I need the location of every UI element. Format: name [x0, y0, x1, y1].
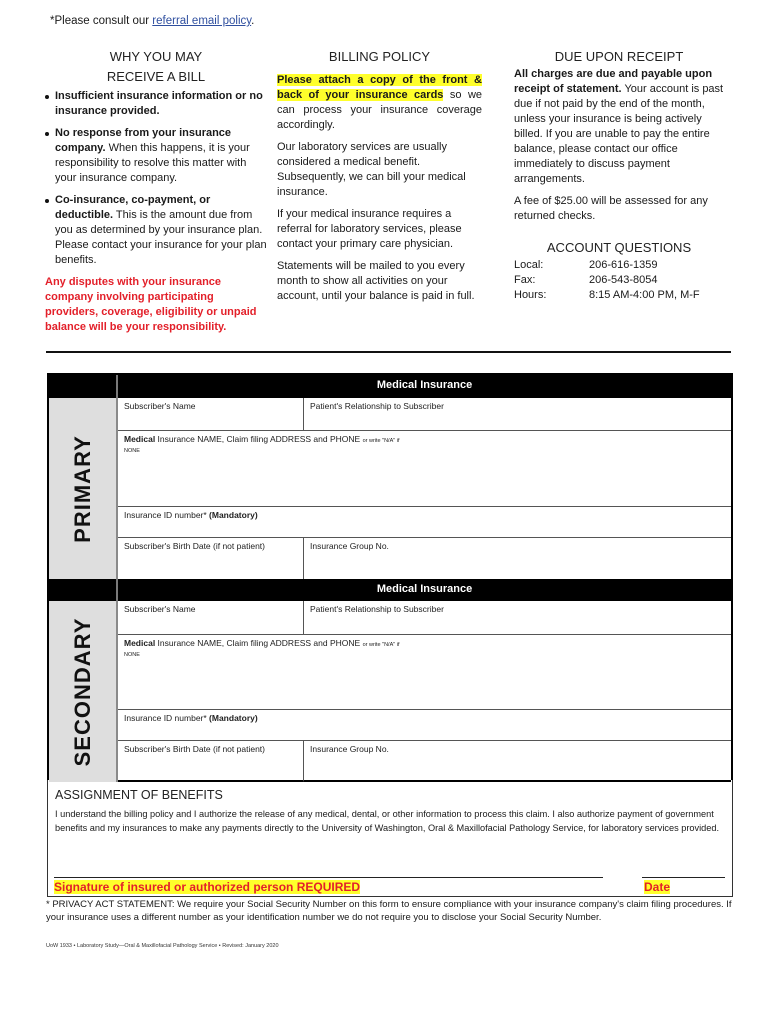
field-hint: or write "N/A" if	[362, 438, 400, 444]
account-hours	[514, 288, 724, 303]
privacy-act-statement: * PRIVACY ACT STATEMENT: We require your Social Security Number on this form to ensure compliance with your insurance company's claim filing procedures. If your insurance uses a different number as your identification number we do not require you to disclose your Social Security Number.	[46, 899, 732, 923]
billing-p2: Our laboratory services are usually considered a medical benefit. Subsequently, we can bill your medical insurance.	[277, 141, 466, 198]
referral-email-policy-link[interactable]: referral email policy	[152, 15, 252, 27]
secondary-insurance-info-field[interactable]	[118, 635, 731, 710]
field-label: Subscriber's Birth Date (if not patient)	[124, 744, 265, 754]
primary-header	[49, 375, 731, 398]
value: 206-543-8054	[589, 274, 658, 286]
signature-line[interactable]	[54, 877, 603, 878]
primary-group-no-field[interactable]	[304, 538, 731, 579]
due-receipt-text	[514, 67, 724, 187]
field-label: Subscriber's Birth Date (if not patient)	[124, 541, 265, 551]
primary-subscriber-name-field[interactable]	[118, 398, 304, 431]
secondary-subscriber-name-field[interactable]	[118, 601, 304, 635]
referral-note	[50, 15, 254, 27]
billing-p4: Statements will be mailed to you every month to show all activities on your account, until your balance is paid in full.	[277, 260, 475, 302]
field-hint-none: NONE	[124, 652, 140, 658]
label: Hours:	[514, 289, 547, 301]
due-receipt-section	[514, 47, 724, 303]
value: 206-616-1359	[589, 259, 658, 271]
field-label: Subscriber's Name	[124, 604, 196, 614]
field-label: Subscriber's Name	[124, 401, 196, 411]
due-text: Your account is past due if not paid by the end of the month, unless your insurance is being actively billed. If you are unable to pay the entire balance, please contact our office immediately to discuss payment arrangements.	[514, 83, 724, 185]
form-footer: UoW 1933 • Laboratory Study—Oral & Maxillofacial Pathology Service • Revised: January 2020	[46, 943, 279, 949]
date-line[interactable]	[642, 877, 725, 878]
why-bill-title-1: WHY YOU MAY	[109, 49, 203, 64]
disputes-warning: Any disputes with your insurance company involving participating providers, coverage, eligibility or unpaid balance will be your responsibility.	[45, 276, 257, 333]
account-questions-title: ACCOUNT QUESTIONS	[546, 240, 692, 255]
primary-birth-date-field[interactable]	[118, 538, 304, 579]
insurance-cards-highlight: Please attach a copy of the front & back of your insurance cards	[277, 74, 482, 101]
assignment-text: I understand the billing policy and I authorize the release of any medical, dental, or other information to process this claim. I also authorize payment of government benefits and my insurances to make any payments directly to the University of Washington, Oral & Maxillofacial Pathology Service, for laboratory services provided.	[55, 809, 720, 833]
field-label: Insurance NAME, Claim filing ADDRESS and PHONE	[155, 638, 363, 648]
primary-insurance-id-field[interactable]	[118, 507, 731, 538]
secondary-label: SECONDARY	[69, 617, 95, 766]
secondary-header-title: Medical Insurance	[376, 583, 473, 595]
list-item	[45, 193, 267, 268]
field-label-bold: Medical	[124, 434, 156, 444]
field-label: Insurance NAME, Claim filing ADDRESS and PHONE	[155, 434, 363, 444]
primary-label: PRIMARY	[69, 434, 95, 543]
account-local	[514, 258, 724, 273]
item-text: When this happens, it is your responsibility to resolve this matter with your insurance company.	[55, 142, 250, 184]
field-label: Insurance Group No.	[310, 541, 389, 551]
insurance-form-table	[47, 373, 733, 780]
account-fax	[514, 273, 724, 288]
returned-check-fee: A fee of $25.00 will be assessed for any returned checks.	[514, 195, 708, 222]
list-item	[45, 89, 267, 119]
field-label: Insurance Group No.	[310, 744, 389, 754]
secondary-relationship-field[interactable]	[304, 601, 731, 635]
due-receipt-title: DUE UPON RECEIPT	[554, 49, 684, 64]
billing-policy-title: BILLING POLICY	[328, 49, 431, 64]
field-label: Patient's Relationship to Subscriber	[310, 401, 444, 411]
field-label: Insurance ID number*	[124, 510, 210, 520]
secondary-birth-date-field[interactable]	[118, 741, 304, 782]
value: 8:15 AM-4:00 PM, M-F	[589, 289, 700, 301]
date-label: Date	[644, 880, 671, 894]
item-bold: No response from your insurance company.	[55, 127, 232, 154]
section-divider	[46, 351, 731, 353]
why-bill-list	[45, 89, 267, 268]
list-item	[45, 126, 267, 186]
assignment-of-benefits	[47, 780, 733, 897]
billing-p1-rest: so we can process your insurance coverage accordingly.	[277, 89, 482, 131]
label: Local:	[514, 259, 544, 271]
field-label-bold: (Mandatory)	[209, 510, 258, 520]
item-bold: Insufficient insurance information or no insurance provided.	[55, 90, 263, 117]
primary-header-title: Medical Insurance	[376, 379, 473, 391]
why-bill-section	[45, 47, 267, 335]
signature-label: Signature of insured or authorized person REQUIRED	[54, 880, 361, 894]
field-label: Insurance ID number*	[124, 713, 210, 723]
note-suffix: .	[251, 15, 255, 27]
field-hint: or write "N/A" if	[362, 642, 400, 648]
field-hint-none: NONE	[124, 448, 140, 454]
label: Fax:	[514, 274, 536, 286]
item-bold: Co-insurance, co-payment, or deductible.	[55, 194, 211, 221]
field-label-bold: (Mandatory)	[209, 713, 258, 723]
field-label: Patient's Relationship to Subscriber	[310, 604, 444, 614]
primary-relationship-field[interactable]	[304, 398, 731, 431]
secondary-insurance-id-field[interactable]	[118, 710, 731, 741]
assignment-title: ASSIGNMENT OF BENEFITS	[55, 788, 223, 802]
billing-p3: If your medical insurance requires a referral for laboratory services, please contact your primary care physician.	[277, 208, 462, 250]
secondary-label-cell	[49, 601, 118, 782]
primary-label-cell	[49, 398, 118, 579]
field-label-bold: Medical	[124, 638, 156, 648]
primary-insurance-info-field[interactable]	[118, 431, 731, 507]
secondary-header	[49, 579, 731, 601]
billing-p1	[277, 73, 482, 133]
secondary-group-no-field[interactable]	[304, 741, 731, 782]
item-text: This is the amount due from you as determined by your insurance plan. Please contact your insurance for your plan benefits.	[55, 209, 267, 266]
note-prefix: *Please consult our	[50, 15, 153, 27]
due-bold: All charges are due and payable upon receipt of statement.	[514, 68, 713, 95]
billing-policy-section	[277, 47, 482, 311]
why-bill-title-2: RECEIVE A BILL	[106, 69, 206, 84]
